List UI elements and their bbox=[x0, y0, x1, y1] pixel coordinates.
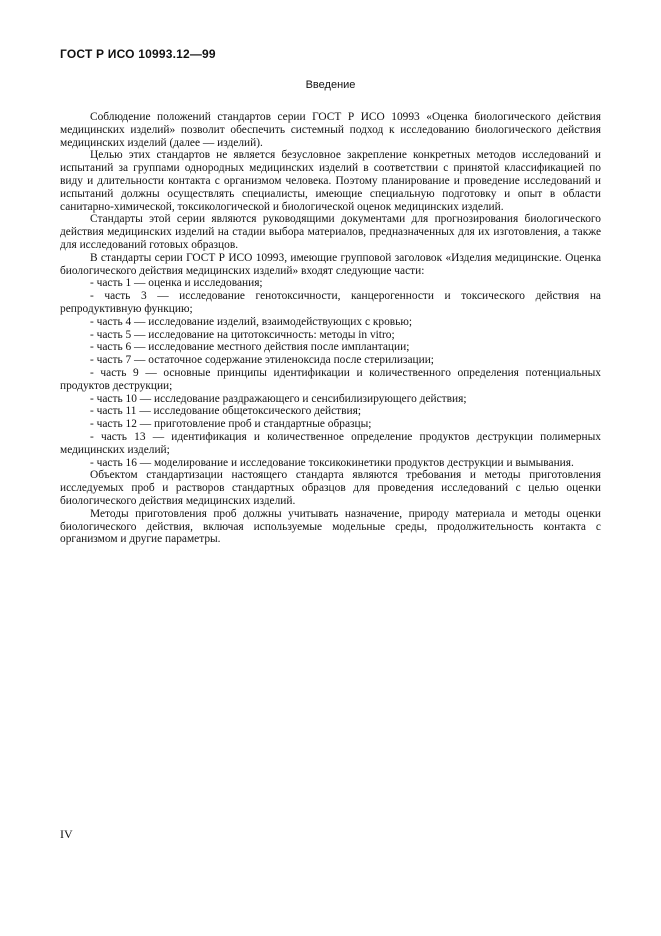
list-item: - часть 10 — исследование раздражающего и сенсибилизирующего действия; bbox=[90, 392, 467, 405]
paragraph: Объектом стандартизации настоящего стандарта являются требования и методы приготовления исследуемых проб и растворов стандартных образцов для проведения исследований с целью оценки биологического действия медицинских изделий. bbox=[60, 469, 601, 507]
list-item: - часть 13 — идентификация и количественное определение продуктов деструкции полимерных медицинских изделий; bbox=[60, 430, 601, 456]
body-text bbox=[60, 111, 601, 546]
list-item: - часть 4 — исследование изделий, взаимодействующих с кровью; bbox=[90, 315, 413, 328]
list-item: - часть 3 — исследование генотоксичности, канцерогенности и токсического действия на репродуктивную функцию; bbox=[60, 290, 601, 315]
paragraph: Целью этих стандартов не является безусловное закрепление конкретных методов исследований и испытаний за группами однородных медицинских изделий в соответствии с принятой классификацией по виду и длительности контакта с организмом человека. Поэтому планирование и проведение исследований и испытаний должны осуществлять специалисты, имеющие специальную подготовку и опыт в области санитарно-химической, токсикологической и биологической оценок медицинских изделий. bbox=[60, 149, 601, 213]
paragraph: Соблюдение положений стандартов серии ГОСТ Р ИСО 10993 «Оценка биологического действия медицинских изделий» позволит обеспечить системный подход к исследованию биологического действия медицинских изделий (далее — изделий). bbox=[60, 111, 601, 149]
list-item: - часть 1 — оценка и исследования; bbox=[90, 277, 263, 290]
paragraph: Стандарты этой серии являются руководящими документами для прогнозирования биологического действия медицинских изделий на стадии выбора материалов, предназначенных для их изготовления, а также для исследований готовых образцов. bbox=[60, 213, 601, 251]
list-item: - часть 12 — приготовление проб и стандартные образцы; bbox=[90, 418, 372, 431]
list-item: - часть 9 — основные принципы идентификации и количественного определения потенциальных продуктов деструкции; bbox=[60, 366, 601, 392]
list-item: - часть 11 — исследование общетоксического действия; bbox=[90, 405, 362, 418]
list-item: - часть 6 — исследование местного действия после имплантации; bbox=[90, 341, 410, 354]
page-number: IV bbox=[60, 827, 73, 841]
list-item: - часть 7 — остаточное содержание этиленоксида после стерилизации; bbox=[90, 354, 434, 367]
section-title: Введение bbox=[305, 79, 356, 91]
list-item: - часть 16 — моделирование и исследование токсикокинетики продуктов деструкции и вымывания. bbox=[90, 456, 574, 469]
list-item: - часть 5 — исследование на цитотоксичность: методы in vitro; bbox=[90, 328, 395, 341]
paragraph: В стандарты серии ГОСТ Р ИСО 10993, имеющие групповой заголовок «Изделия медицинские. Оценка биологического действия медицинских изделий» входят следующие части: bbox=[60, 251, 601, 277]
document-header: ГОСТ Р ИСО 10993.12—99 bbox=[60, 47, 216, 61]
paragraph: Методы приготовления проб должны учитывать назначение, природу материала и методы оценки биологического действия, включая используемые модельные среды, продолжительность контакта с организмом и другие параметры. bbox=[60, 507, 601, 546]
